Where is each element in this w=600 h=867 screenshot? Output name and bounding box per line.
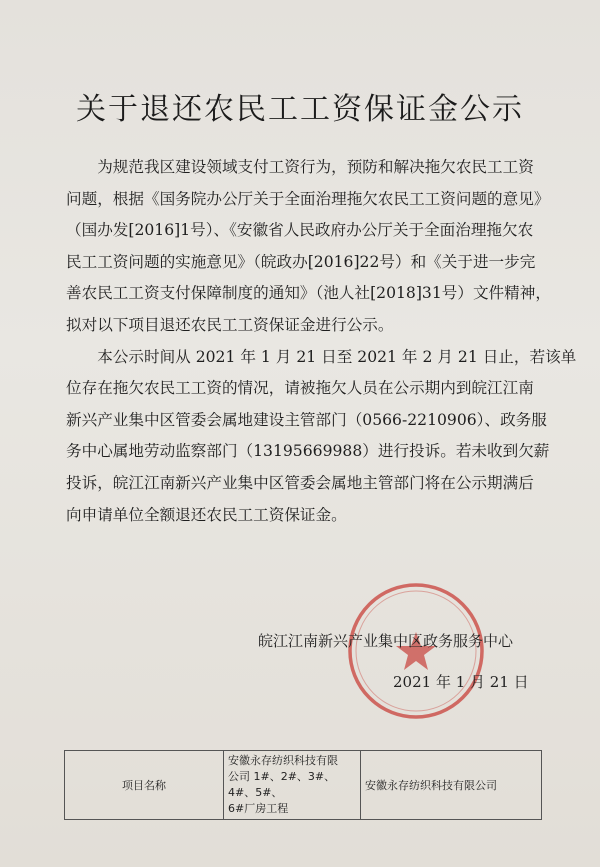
text-line: 投诉，皖江江南新兴产业集中区管委会属地主管部门将在公示期满后 [66, 473, 534, 492]
paragraph-2 [66, 342, 577, 532]
text-line: 拟对以下项目退还农民工工资保证金进行公示。 [66, 315, 394, 334]
official-seal [345, 580, 487, 722]
text-line: 务中心属地劳动监察部门（13195669988）进行投诉。若未收到欠薪 [66, 442, 550, 461]
text-line: 民工工资问题的实施意见》（皖政办[2016]22号）和《关于进一步完 [66, 252, 536, 271]
text-line: 问题，根据《国务院办公厅关于全面治理拖欠农民工工资问题的意见》 [66, 189, 550, 208]
document-title: 关于退还农民工工资保证金公示 [76, 92, 524, 127]
issue-date: 2021 年 1 月 21 日 [393, 673, 529, 691]
project-name-line: 公司 1#、2#、3#、4#、5#、 [228, 770, 336, 799]
table-row [65, 751, 542, 820]
project-name-cell [224, 751, 361, 820]
text-line: 位存在拖欠农民工工资的情况，请被拖欠人员在公示期内到皖江江南 [66, 379, 534, 398]
project-table [64, 750, 542, 820]
issuer-name: 皖江江南新兴产业集中区政务服务中心 [258, 632, 514, 650]
document-body [66, 152, 577, 531]
table-label-cell: 项目名称 [65, 751, 224, 820]
project-name-line: 安徽永存纺织科技有限 [228, 754, 338, 767]
text-line: 新兴产业集中区管委会属地建设主管部门（0566-2210906）、政务服 [66, 410, 547, 429]
text-line: 向申请单位全额退还农民工工资保证金。 [66, 505, 347, 524]
paragraph-1 [66, 152, 551, 342]
company-cell: 安徽永存纺织科技有限公司 [361, 751, 542, 820]
text-line: 本公示时间从 2021 年 1 月 21 日至 2021 年 2 月 21 日止，若该单 [97, 347, 577, 366]
text-line: （国办发[2016]1号）、《安徽省人民政府办公厅关于全面治理拖欠农 [66, 221, 534, 240]
project-name-line: 6#厂房工程 [228, 802, 289, 815]
text-line: 善农民工工资支付保障制度的通知》（池人社[2018]31号）文件精神， [66, 284, 551, 303]
text-line: 为规范我区建设领域支付工资行为，预防和解决拖欠农民工工资 [97, 158, 534, 176]
